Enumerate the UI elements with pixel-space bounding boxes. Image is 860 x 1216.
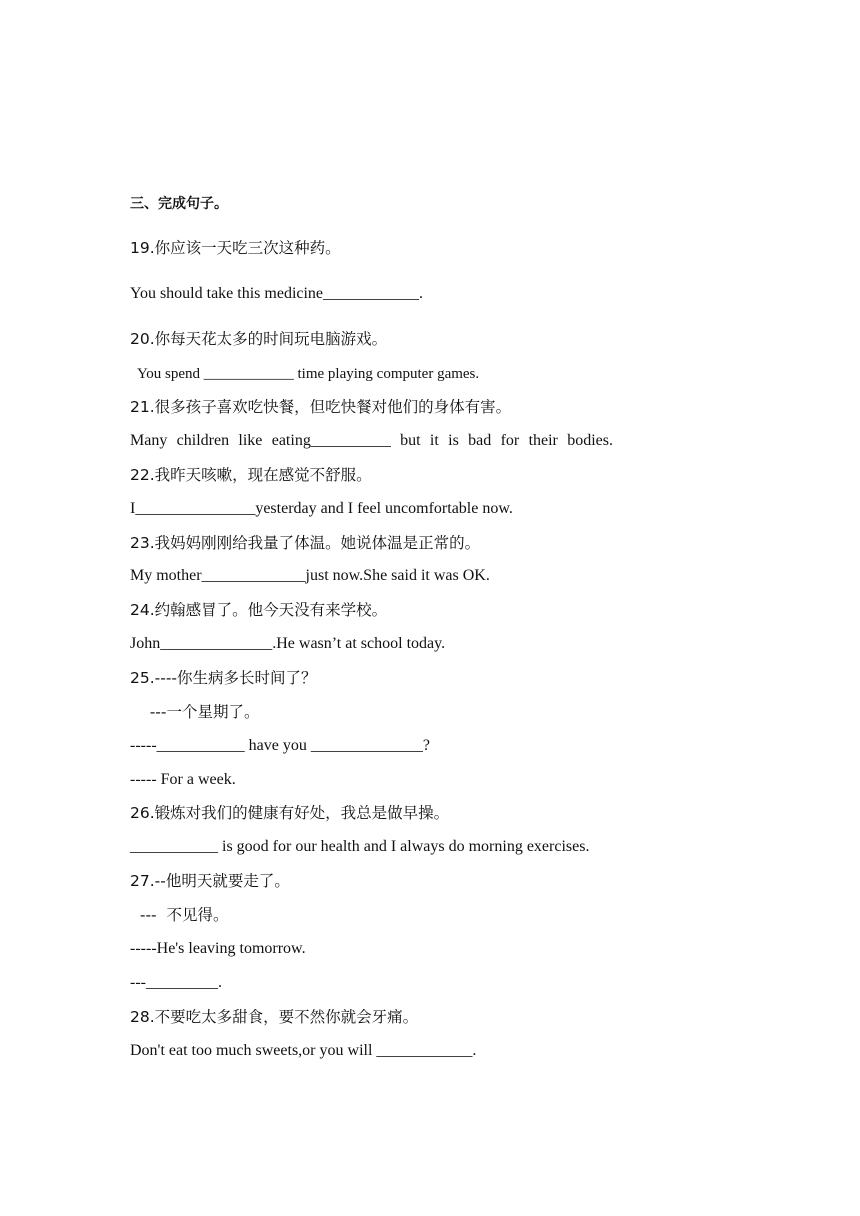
question-25-english-reply: ----- For a week.: [130, 771, 236, 788]
question-27-english-reply: ---_________.: [130, 974, 222, 991]
question-25-chinese: 25.----你生病多长时间了？: [130, 669, 317, 687]
question-27-chinese: 27.--他明天就要走了。: [130, 872, 290, 890]
question-24-chinese: 24.约翰感冒了。他今天没有来学校。: [130, 601, 388, 619]
question-22-chinese: 22.我昨天咳嗽，现在感觉不舒服。: [130, 466, 372, 484]
question-27-chinese-reply: --- 不见得。: [130, 906, 229, 924]
question-20-chinese: 20.你每天花太多的时间玩电脑游戏。: [130, 330, 388, 348]
question-21-chinese: 21.很多孩子喜欢吃快餐，但吃快餐对他们的身体有害。: [130, 398, 512, 416]
question-23-chinese: 23.我妈妈刚刚给我量了体温。她说体温是正常的。: [130, 534, 481, 552]
question-20-english: You spend ____________ time playing computer games.: [130, 366, 480, 382]
question-26-english: ___________ is good for our health and I always do morning exercises.: [130, 838, 590, 855]
question-19-english: You should take this medicine____________.: [130, 285, 424, 302]
question-23-english: My mother_____________just now.She said it was OK.: [130, 567, 490, 584]
question-27-english: -----He's leaving tomorrow.: [130, 940, 306, 957]
question-25-english: -----___________ have you ______________?: [130, 737, 430, 754]
question-21-english: Many children like eating__________ but it is bad for their bodies.: [130, 432, 613, 449]
question-25-chinese-reply: ---一个星期了。: [130, 703, 260, 721]
question-19-chinese: 19.你应该一天吃三次这种药。: [130, 239, 341, 257]
question-28-english: Don't eat too much sweets,or you will ____________.: [130, 1042, 477, 1059]
question-22-english: I_______________yesterday and I feel uncomfortable now.: [130, 500, 513, 517]
question-28-chinese: 28.不要吃太多甜食，要不然你就会牙痛。: [130, 1008, 419, 1026]
section-title: 三、完成句子。: [130, 196, 228, 212]
question-24-english: John______________.He wasn’t at school today.: [130, 635, 446, 652]
question-26-chinese: 26.锻炼对我们的健康有好处，我总是做早操。: [130, 804, 450, 822]
